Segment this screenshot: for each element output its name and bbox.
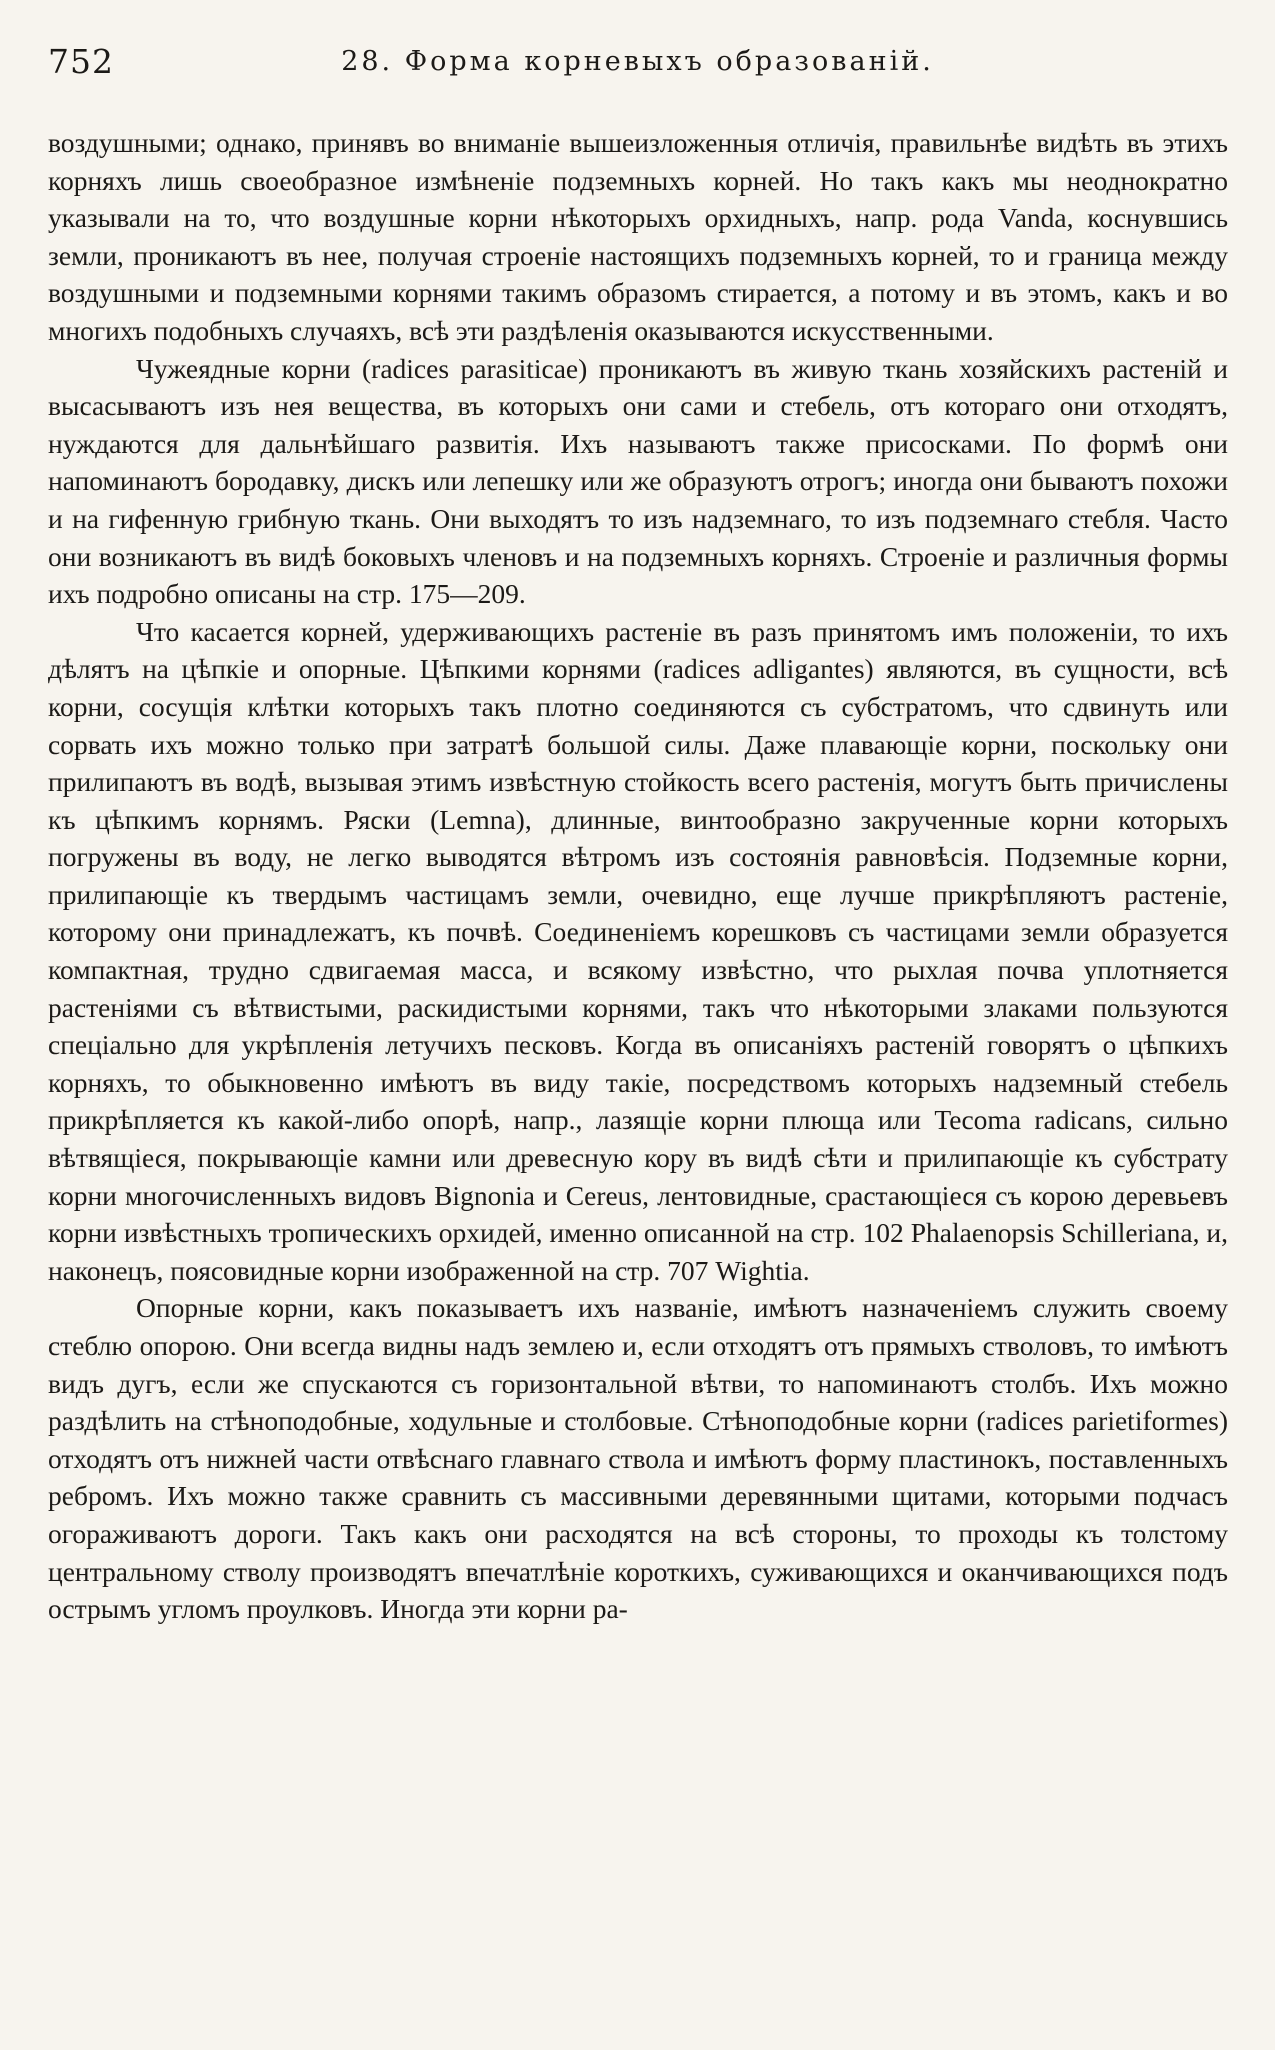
page-header — [48, 42, 1227, 92]
running-title: 28. Форма корневыхъ образованій. — [341, 46, 934, 77]
paragraph-clinging-roots: Что касается корней, удерживающихъ растеніе въ разъ принятомъ имъ положеніи, то ихъ дѣлятъ на цѣпкіе и опорные. Цѣпкими корнями (radices adligantes) являются, въ сущности, всѣ корни, сосущія клѣтки которыхъ такъ плотно соединяются съ субстратомъ, что сдвинуть или сорвать ихъ можно только при затратѣ большой силы. Даже плавающіе корни, поскольку они прилипаютъ въ водѣ, вызывая этимъ извѣстную стойкость всего растенія, могутъ быть причислены къ цѣпкимъ корнямъ. Ряски (Lemna), длинные, винтообразно закрученные корни которыхъ погружены въ воду, не легко выводятся вѣтромъ изъ состоянія равновѣсія. Подземные корни, прилипающіе къ твердымъ частицамъ земли, очевидно, еще лучше прикрѣпляютъ растеніе, которому они принадлежатъ, къ почвѣ. Соединеніемъ корешковъ съ частицами земли образуется компактная, трудно сдвигаемая масса, и всякому извѣстно, что рыхлая почва уплотняется растеніями съ вѣтвистыми, раскидистыми корнями, такъ что нѣкоторыми злаками пользуются спеціально для укрѣпленія летучихъ песковъ. Когда въ описаніяхъ растеній говорятъ о цѣпкихъ корняхъ, то обыкновенно имѣютъ въ виду такіе, посредствомъ которыхъ надземный стебель прикрѣпляется къ какой-либо опорѣ, напр., лазящіе корни плюща или Tecoma radicans, сильно вѣтвящіеся, покрывающіе камни или древесную кору въ видѣ сѣти и прилипающіе къ субстрату корни многочисленныхъ видовъ Bignonia и Cereus, лентовидные, срастающіеся съ корою деревьевъ корни извѣстныхъ тропическихъ орхидей, именно описанной на стр. 102 Phalaenopsis Schilleriana, и, наконецъ, поясовидные корни изображенной на стр. 707 Wightia. — [48, 615, 1228, 1286]
page-number: 752 — [48, 42, 114, 81]
paragraph-continued: воздушными; однако, принявъ во вниманіе вышеизложенныя отличія, правильнѣе видѣть въ этихъ корняхъ лишь своеобразное измѣненіе подземныхъ корней. Но такъ какъ мы неоднократно указывали на то, что воздушные корни нѣкоторыхъ орхидныхъ, напр. рода Vanda, коснувшись земли, проникаютъ въ нее, получая строеніе настоящихъ подземныхъ корней, то и граница между воздушными и подземными корнями такимъ образомъ стирается, а потому и въ этомъ, какъ и во многихъ подобныхъ случаяхъ, всѣ эти раздѣленія оказываются искусственными. — [48, 127, 1228, 346]
paragraph-parasitic-roots: Чужеядные корни (radices parasiticae) проникаютъ въ живую ткань хозяйскихъ растеній и высасываютъ изъ нея вещества, въ которыхъ они сами и стебель, отъ котораго они отходятъ, нуждаются для дальнѣйшаго развитія. Ихъ называютъ также присосками. По формѣ они напоминаютъ бородавку, дискъ или лепешку или же образуютъ отрогъ; иногда они бываютъ похожи и на гифенную грибную ткань. Они выходятъ то изъ надземнаго, то изъ подземнаго стебля. Часто они возникаютъ въ видѣ боковыхъ членовъ и на подземныхъ корняхъ. Строеніе и различныя формы ихъ подробно описаны на стр. 175—209. — [48, 352, 1228, 610]
paragraph-prop-roots: Опорные корни, какъ показываетъ ихъ названіе, имѣютъ назначеніемъ служить своему стеблю опорою. Они всегда видны надъ землею и, если отходятъ отъ прямыхъ стволовъ, то имѣютъ видъ дугъ, если же спускаются съ горизонтальной вѣтви, то напоминаютъ столбъ. Ихъ можно раздѣлить на стѣноподобные, ходульные и столбовые. Стѣноподобные корни (radices parietiformes) отходятъ отъ нижней части отвѣснаго главнаго ствола и имѣютъ форму пластинокъ, поставленныхъ ребромъ. Ихъ можно также сравнить съ массивными деревянными щитами, которыми подчасъ огораживаютъ дороги. Такъ какъ они расходятся на всѣ стороны, то проходы къ толстому центральному стволу производятъ впечатлѣніе короткихъ, суживающихся и оканчивающихся подъ острымъ угломъ проулковъ. Иногда эти корни ра- — [48, 1292, 1228, 1625]
body-text — [48, 124, 1228, 1628]
